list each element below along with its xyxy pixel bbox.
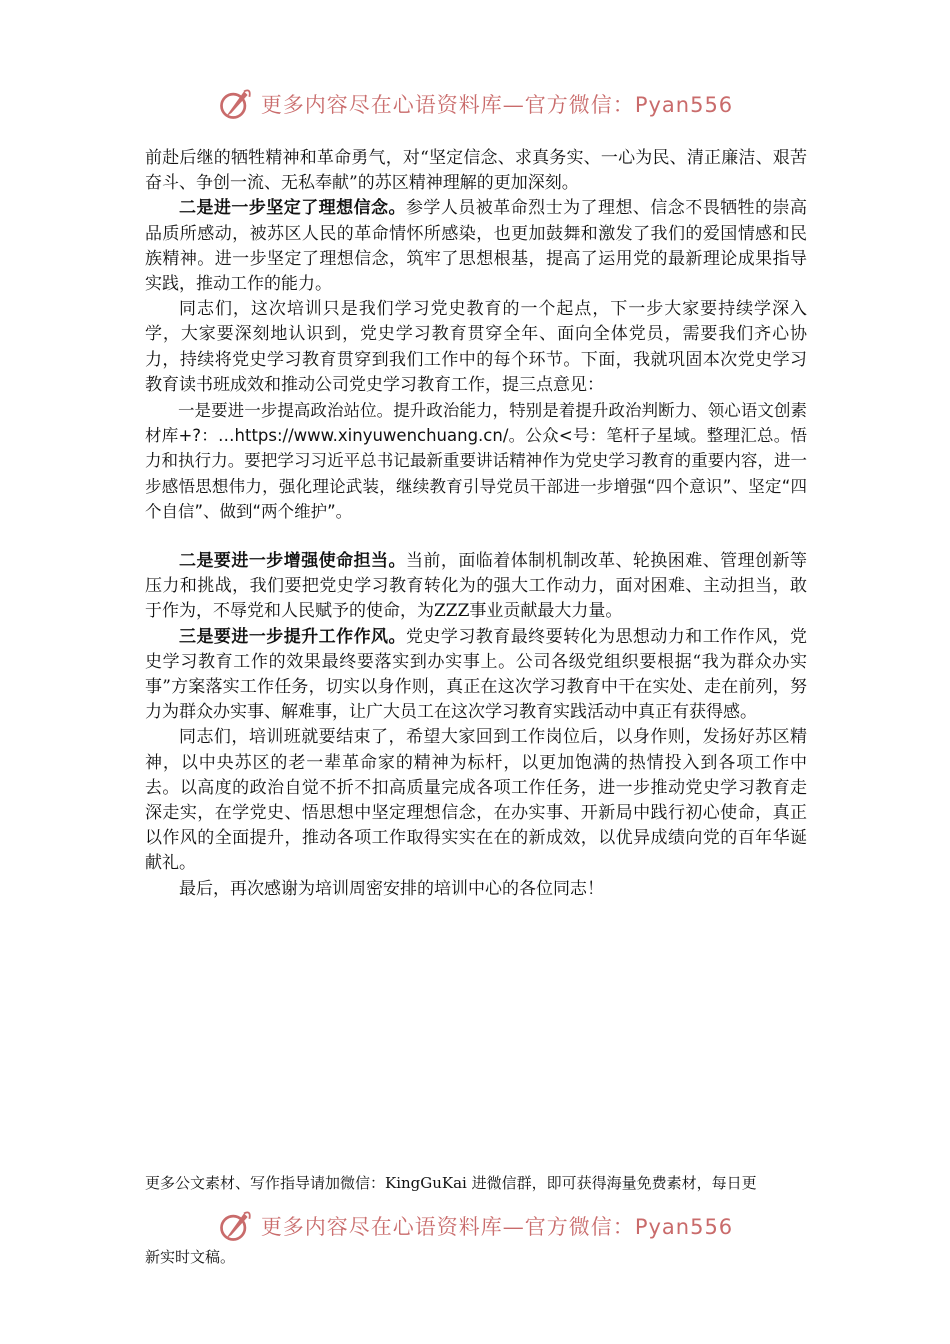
quill-logo-icon	[217, 86, 253, 122]
paragraph: 前赴后继的牺牲精神和革命勇气，对“坚定信念、求真务实、一心为民、清正廉洁、艰苦奋斗、争创一流、无私奉献”的苏区精神理解的更加深刻。	[145, 148, 807, 194]
paragraph-heading: 二是进一步坚定了理想信念。	[179, 198, 406, 219]
paragraph: 一是要进一步提高政治站位。提升政治能力，特别是着提升政治判断力、领心语文创素材库+?：…https://www.xinyuwenchuang.cn/。公众<号：笔杆子星域。整理汇总。悟力和执行力。要把学习习近平总书记最新重要讲话精神作为党史学习教育的重要内容，进一步感悟思想伟力，强化理论武装，继续教育引导党员干部进一步增强“四个意识”、坚定“四个自信”、做到“两个维护”。	[145, 401, 807, 521]
banner-text: 更多内容尽在心语资料库—官方微信：Pyan556	[260, 93, 734, 117]
paragraph: 最后，再次感谢为培训周密安排的培训中心的各位同志！	[179, 878, 604, 899]
paragraph: 二是进一步坚定了理想信念。参学人员被革命烈士为了理想、信念不畏牺牲的崇高品质所感动，被苏区人民的革命情怀所感染，也更加鼓舞和激发了我们的爱国情感和民族精神。进一步坚定了理想信念，筑牢了思想根基，提高了运用党的最新理论成果指导实践，推动工作的能力。	[145, 198, 808, 295]
paragraph-heading: 三是要进一步提升工作作风。	[179, 626, 406, 647]
quill-logo-icon	[217, 1208, 253, 1244]
paragraph: 同志们，培训班就要结束了，希望大家回到工作岗位后，以身作则，发扬好苏区精神，以中央苏区的老一辈革命家的精神为标杆，以更加饱满的热情投入到各项工作中去。以高度的政治自觉不折不扣高质量完成各项工作任务，进一步推动党史学习教育走深走实，在学党史、悟思想中坚定理想信念，在办实事、开新局中践行初心使命，真正以作风的全面提升，推动各项工作取得实实在在的新成效，以优异成绩向党的百年华诞献礼。	[145, 727, 807, 874]
document-body	[145, 146, 807, 902]
paragraph: 同志们，这次培训只是我们学习党史教育的一个起点，下一步大家要持续学深入学，大家要深刻地认识到，党史学习教育贯穿全年、面向全体党员，需要我们齐心协力，持续将党史学习教育贯穿到我们工作中的每个环节。下面，我就巩固本次党史学习教育读书班成效和推动公司党史学习教育工作，提三点意见：	[145, 299, 807, 395]
paragraph: 三是要进一步提升工作作风。党史学习教育最终要转化为思想动力和工作作风，党史学习教育工作的效果最终要落实到办实事上。公司各级党组织要根据“我为群众办实事”方案落实工作任务，切实以身作则，真正在这次学习教育中干在实处、走在前列，努力为群众办实事、解难事，让广大员工在这次学习教育实践活动中真正有获得感。	[145, 626, 808, 723]
paragraph-heading: 二是要进一步增强使命担当。	[179, 551, 406, 572]
header-banner	[0, 86, 950, 122]
banner-text: 更多内容尽在心语资料库—官方微信：Pyan556	[260, 1215, 734, 1239]
footer-line: 更多公文素材、写作指导请加微信：KingGuKai 进微信群，即可获得海量免费素材，每日更	[145, 1174, 757, 1192]
footer-line: 新实时文稿。	[145, 1248, 236, 1266]
footer-banner	[0, 1208, 950, 1244]
paragraph: 二是要进一步增强使命担当。当前，面临着体制机制改革、轮换困难、管理创新等压力和挑战，我们要把党史学习教育转化为的强大工作动力，面对困难、主动担当，敢于作为，不辱党和人民赋予的使命，为ZZZ事业贡献最大力量。	[145, 551, 808, 622]
